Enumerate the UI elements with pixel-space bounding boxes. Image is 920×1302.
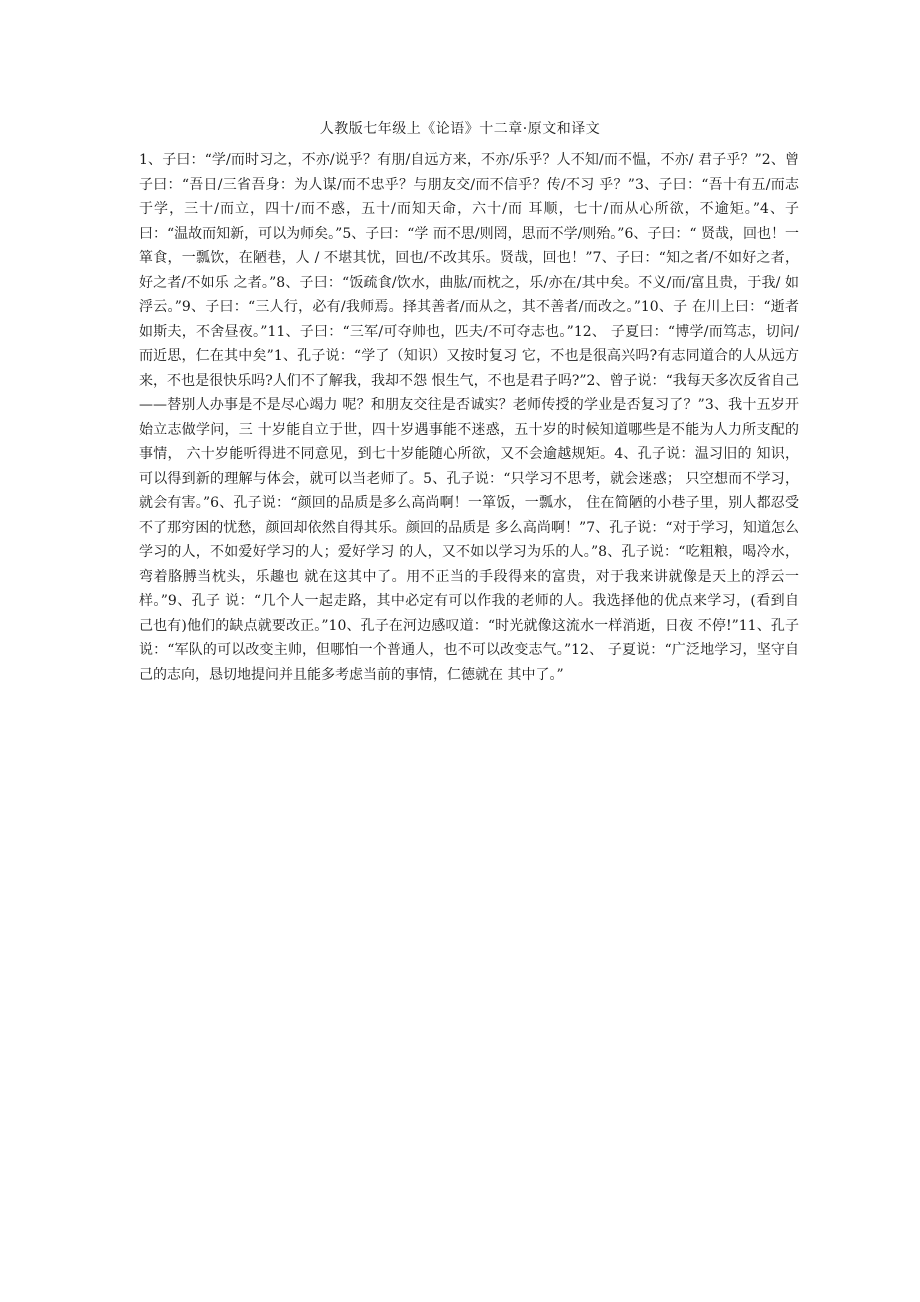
document-title: 人教版七年级上《论语》十二章·原文和译文: [319, 121, 601, 137]
document-body-text: 1、子曰：“学/而时习之，不亦/说乎？有朋/自远方来，不亦/乐乎？人不知/而不愠，不亦/ 君子乎？”2、曾子曰：“吾日/三省吾身：为人谋/而不忠乎？与朋友交/而不信乎？传/不习 乎？”3、子曰：“吾十有五/而志于学，三十/而立，四十/而不惑，五十/而知天命，六十/而 耳顺，七十/而从心所欲，不逾矩。”4、子曰：“温故而知新，可以为师矣。”5、子曰：“学 而不思/则罔，思而不学/则殆。”6、子曰：“ 贤哉，回也！一箪食，一瓢饮，在陋巷，人 / 不堪其忧，回也/不改其乐。贤哉，回也！”7、子曰：“知之者/不如好之者，好之者/不如乐 之者。”8、子曰：“饭疏食/饮水，曲肱/而枕之，乐/亦在/其中矣。不义/而/富且贵，于我/ 如浮云。”9、子曰：“三人行，必有/我师焉。择其善者/而从之，其不善者/而改之。”10、子 在川上曰：“逝者如斯夫，不舍昼夜。”11、子曰：“三军/可夺帅也，匹夫/不可夺志也。”12、 子夏曰：“博学/而笃志，切问/而近思，仁在其中矣”1、孔子说：“学了（知识）又按时复习 它，不也是很高兴吗?有志同道合的人从远方来，不也是很快乐吗?人们不了解我，我却不怨 恨生气，不也是君子吗?”2、曾子说：“我每天多次反省自己——替别人办事是不是尽心竭力 呢？和朋友交往是否诚实？老师传授的学业是否复习了？”3、我十五岁开始立志做学问，三 十岁能自立于世，四十岁遇事能不迷惑，五十岁的时候知道哪些是不能为人力所支配的事情， 六十岁能听得进不同意见，到七十岁能随心所欲，又不会逾越规矩。4、孔子说：温习旧的 知识，可以得到新的理解与体会，就可以当老师了。5、孔子说：“只学习不思考，就会迷惑； 只空想而不学习，就会有害。”6、孔子说：“颜回的品质是多么高尚啊！一箪饭，一瓢水， 住在简陋的小巷子里，别人都忍受不了那穷困的忧愁，颜回却依然自得其乐。颜回的品质是 多么高尚啊！”7、孔子说：“对于学习，知道怎么学习的人，不如爱好学习的人；爱好学习 的人，又不如以学习为乐的人。”8、孔子说：“吃粗粮，喝冷水，弯着胳膊当枕头，乐趣也 就在这其中了。用不正当的手段得来的富贵，对于我来讲就像是天上的浮云一样。”9、孔子 说：“几个人一起走路，其中必定有可以作我的老师的人。我选择他的优点来学习，(看到自 己也有)他们的缺点就要改正。”10、孔子在河边感叹道：“时光就像这流水一样消逝，日夜 不停!”11、孔子说：“军队的可以改变主帅，但哪怕一个普通人，也不可以改变志气。”12、 子夏说：“广泛地学习，坚守自己的志向，恳切地提问并且能多考虑当前的事情，仁德就在 其中了。”: [139, 152, 799, 683]
